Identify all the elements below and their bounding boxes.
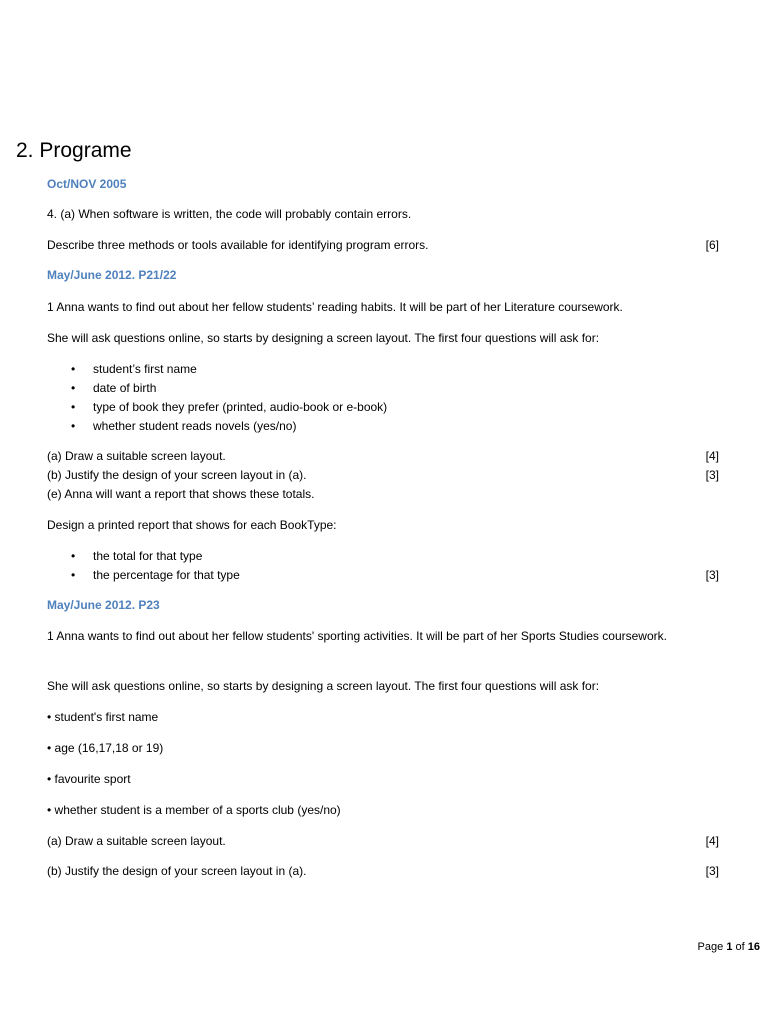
page-number-footer: Page 1 of 16 <box>697 941 760 953</box>
question-b-sports: (b) Justify the design of your screen layout in (a). [3] <box>47 862 719 881</box>
mark-label: [6] <box>705 238 719 252</box>
mark-label: [3] <box>705 468 719 482</box>
bullet-icon: • <box>71 419 76 433</box>
section-title-oct-nov-2005: Oct/NOV 2005 <box>47 177 127 191</box>
bullet-icon: • <box>71 400 76 414</box>
section-title-may-june-2012-p23: May/June 2012. P23 <box>47 598 160 612</box>
bullet-icon: • <box>71 568 76 582</box>
question-b: (b) Justify the design of your screen layout in (a). [3] <box>47 466 719 485</box>
question-1-intro: 1 Anna wants to find out about her fellow students’ reading habits. It will be part of her Literature coursework. <box>47 300 623 314</box>
question-4a-text: 4. (a) When software is written, the code will probably contain errors. <box>47 207 412 221</box>
bullet-icon: • <box>71 549 76 563</box>
question-1-ask-sports: She will ask questions online, so starts by designing a screen layout. The first four questions will ask for: <box>47 679 600 693</box>
section-heading: 2. Programe <box>16 139 132 162</box>
question-1-intro-sports: 1 Anna wants to find out about her fellow students' sporting activities. It will be part of her Sports Studies coursework. <box>47 629 667 643</box>
mark-label: [4] <box>705 449 719 463</box>
bullet-icon: • <box>71 381 76 395</box>
describe-text: Describe three methods or tools available for identifying program errors. <box>47 238 429 252</box>
mark-label: [3] <box>705 864 719 878</box>
list-item: • whether student is a member of a sports club (yes/no) <box>47 803 341 817</box>
list-item: • favourite sport <box>47 772 131 786</box>
document-page: 2. Programe Oct/NOV 2005 4. (a) When software is written, the code will probably contain errors. Describe three methods or tools available for identifying program errors. [6] May/June 2012. P21/22 1 Anna wants to find out about her fellow students’ reading habits. It will be part of her Literature coursework. She will ask questions online, so starts by designing a screen layout. The first four questions will ask for: • student’s first name • date of birth • type of book they prefer (printed, audio-book or e-book) • whether student reads novels (yes/no) (a) Draw a suitable screen layout. [4] (b) Justify the design of your screen layout in (a). [3] (e) Anna will want a report that shows these totals. Design a printed report that shows for each BookType: • the total for that type • the percentage for that type [3] May/June 2012. P23 1 Anna wants to find out about her fellow students' sporting activities. It will be part of her Sports Studies coursework. She will ask questions online, so starts by designing a screen layout. The first four questions will ask for: • student's first name • age (16,17,18 or 19) • favourite sport • whether student is a member of a sports club (yes/no) (a) Draw a suitable screen layout. [4] (b) Justify the design of your screen layout in (a). [3] Page 1 of 16 <box>16 139 760 953</box>
list-item: • student's first name <box>47 710 159 724</box>
list-item: • age (16,17,18 or 19) <box>47 741 164 755</box>
mark-label: [4] <box>705 834 719 848</box>
section-title-may-june-2012-p21-22: May/June 2012. P21/22 <box>47 268 177 282</box>
question-e: (e) Anna will want a report that shows these totals. <box>47 487 315 501</box>
question-a: (a) Draw a suitable screen layout. [4] <box>47 447 719 466</box>
mark-label: [3] <box>705 568 719 582</box>
question-a-sports: (a) Draw a suitable screen layout. [4] <box>47 832 719 851</box>
question-1-ask: She will ask questions online, so starts by designing a screen layout. The first four questions will ask for: <box>47 331 600 345</box>
describe-question <box>47 236 719 255</box>
bullet-icon: • <box>71 362 76 376</box>
design-report-question: Design a printed report that shows for each BookType: <box>47 518 337 532</box>
